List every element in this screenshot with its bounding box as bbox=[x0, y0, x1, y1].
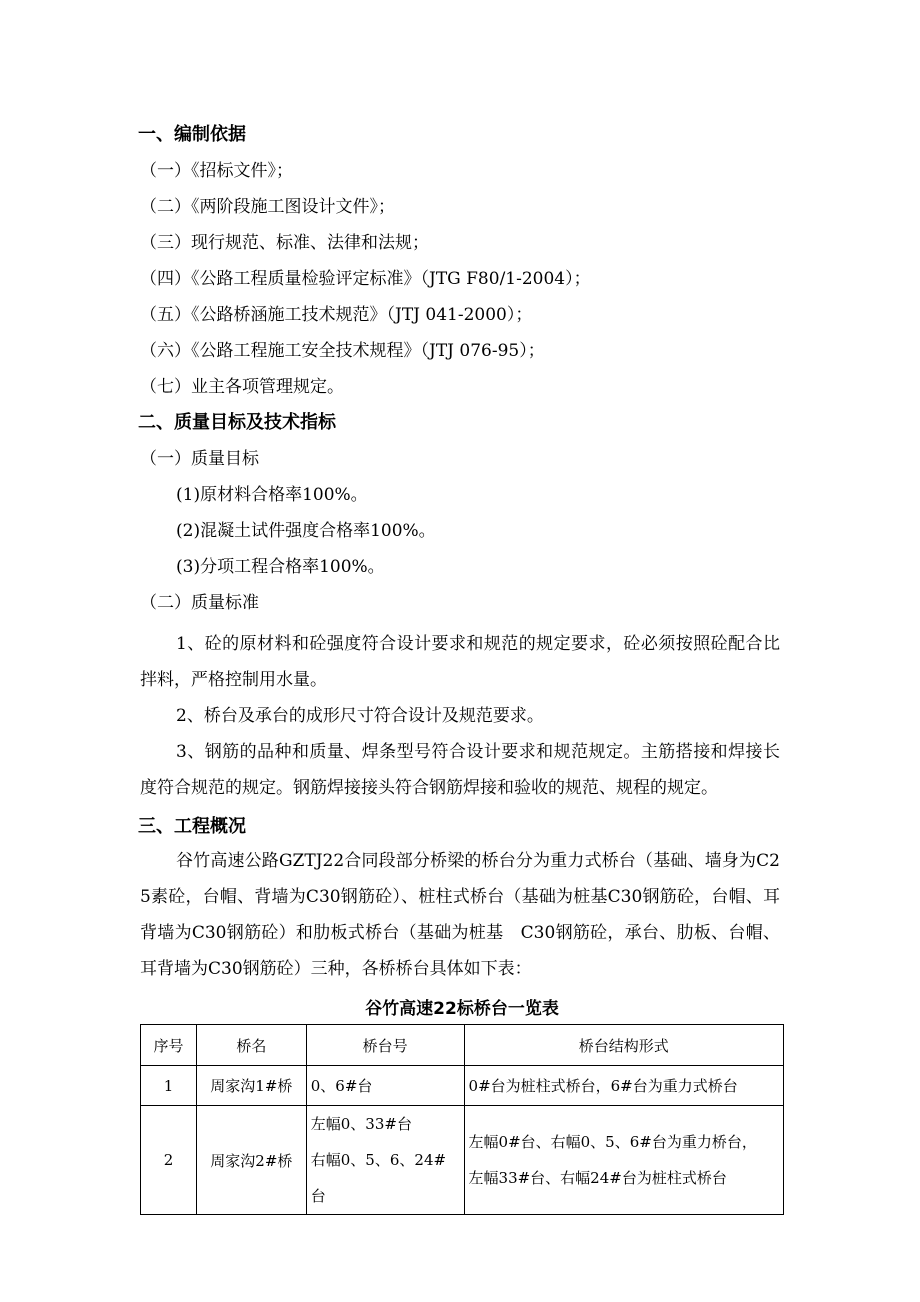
quality-standard-heading: （二）质量标准 bbox=[140, 593, 259, 613]
quality-goal-heading: （一）质量目标 bbox=[140, 449, 259, 469]
table-header-row bbox=[141, 1025, 784, 1066]
basis-item-6: （六）《公路工程施工安全技术规程》（JTJ 076-95）； bbox=[140, 341, 545, 361]
abutment-table bbox=[140, 1024, 784, 1215]
basis-item-5: （五）《公路桥涵施工技术规范》（JTJ 041-2000）； bbox=[140, 305, 533, 325]
row-2-structure bbox=[464, 1106, 783, 1215]
section-3-title: 三、工程概况 bbox=[138, 816, 246, 837]
basis-item-7: （七）业主各项管理规定。 bbox=[140, 377, 344, 397]
row-1-bridge-name: 周家沟1#桥 bbox=[196, 1066, 306, 1106]
quality-standard-3: 3、钢筋的品种和质量、焊条型号符合设计要求和规范规定。主筋搭接和焊接长度符合规范的规定。钢筋焊接接头符合钢筋焊接和验收的规范、规程的规定。 bbox=[140, 742, 780, 798]
header-abutment-no: 桥台号 bbox=[306, 1025, 464, 1066]
header-no: 序号 bbox=[141, 1025, 197, 1066]
basis-item-1: （一）《招标文件》； bbox=[140, 161, 293, 181]
row-2-structure-line-2: 左幅33#台、右幅24#台为桩柱式桥台 bbox=[468, 1169, 727, 1187]
quality-goal-1: (1)原材料合格率100%。 bbox=[176, 485, 368, 505]
quality-goal-2: (2)混凝土试件强度合格率100%。 bbox=[176, 521, 436, 541]
quality-standard-1: 1、砼的原材料和砼强度符合设计要求和规范的规定要求，砼必须按照砼配合比拌料，严格控制用水量。 bbox=[140, 634, 780, 690]
basis-item-3: （三）现行规范、标准、法律和法规； bbox=[140, 233, 429, 253]
section-2-title: 二、质量目标及技术指标 bbox=[138, 412, 336, 433]
table-row bbox=[141, 1106, 784, 1215]
section-1-title: 一、编制依据 bbox=[138, 124, 246, 145]
row-1-abutment: 0、6#台 bbox=[306, 1066, 464, 1106]
row-1-no: 1 bbox=[141, 1066, 197, 1106]
row-2-abutment bbox=[306, 1106, 464, 1215]
row-2-no: 2 bbox=[141, 1106, 197, 1215]
project-overview-paragraph: 谷竹高速公路GZTJ22合同段部分桥梁的桥台分为重力式桥台（基础、墙身为C25素砼，台帽、背墙为C30钢筋砼）、桩柱式桥台（基础为桩基C30钢筋砼，台帽、耳背墙为C30钢筋砼）和肋板式桥台（基础为桩基 C30钢筋砼，承台、肋板、台帽、耳背墙为C30钢筋砼）三种，各桥桥台具体如下表： bbox=[140, 851, 780, 979]
header-structure-type: 桥台结构形式 bbox=[464, 1025, 783, 1066]
quality-goal-3: (3)分项工程合格率100%。 bbox=[176, 557, 385, 577]
table-title: 谷竹高速22标桥台一览表 bbox=[365, 999, 559, 1019]
row-2-abutment-right: 右幅0、5、6、24#台 bbox=[310, 1151, 447, 1205]
row-1-structure: 0#台为桩柱式桥台，6#台为重力式桥台 bbox=[464, 1066, 783, 1106]
row-2-structure-line-1: 左幅0#台、右幅0、5、6#台为重力桥台， bbox=[468, 1133, 757, 1151]
row-2-abutment-left: 左幅0、33#台 bbox=[310, 1115, 412, 1133]
table-row bbox=[141, 1066, 784, 1106]
basis-item-2: （二）《两阶段施工图设计文件》； bbox=[140, 197, 395, 217]
header-bridge-name: 桥名 bbox=[196, 1025, 306, 1066]
row-2-bridge-name: 周家沟2#桥 bbox=[196, 1106, 306, 1215]
quality-standard-2: 2、桥台及承台的成形尺寸符合设计及规范要求。 bbox=[176, 706, 544, 726]
basis-item-4: （四）《公路工程质量检验评定标准》（JTG F80/1-2004）； bbox=[140, 269, 591, 289]
